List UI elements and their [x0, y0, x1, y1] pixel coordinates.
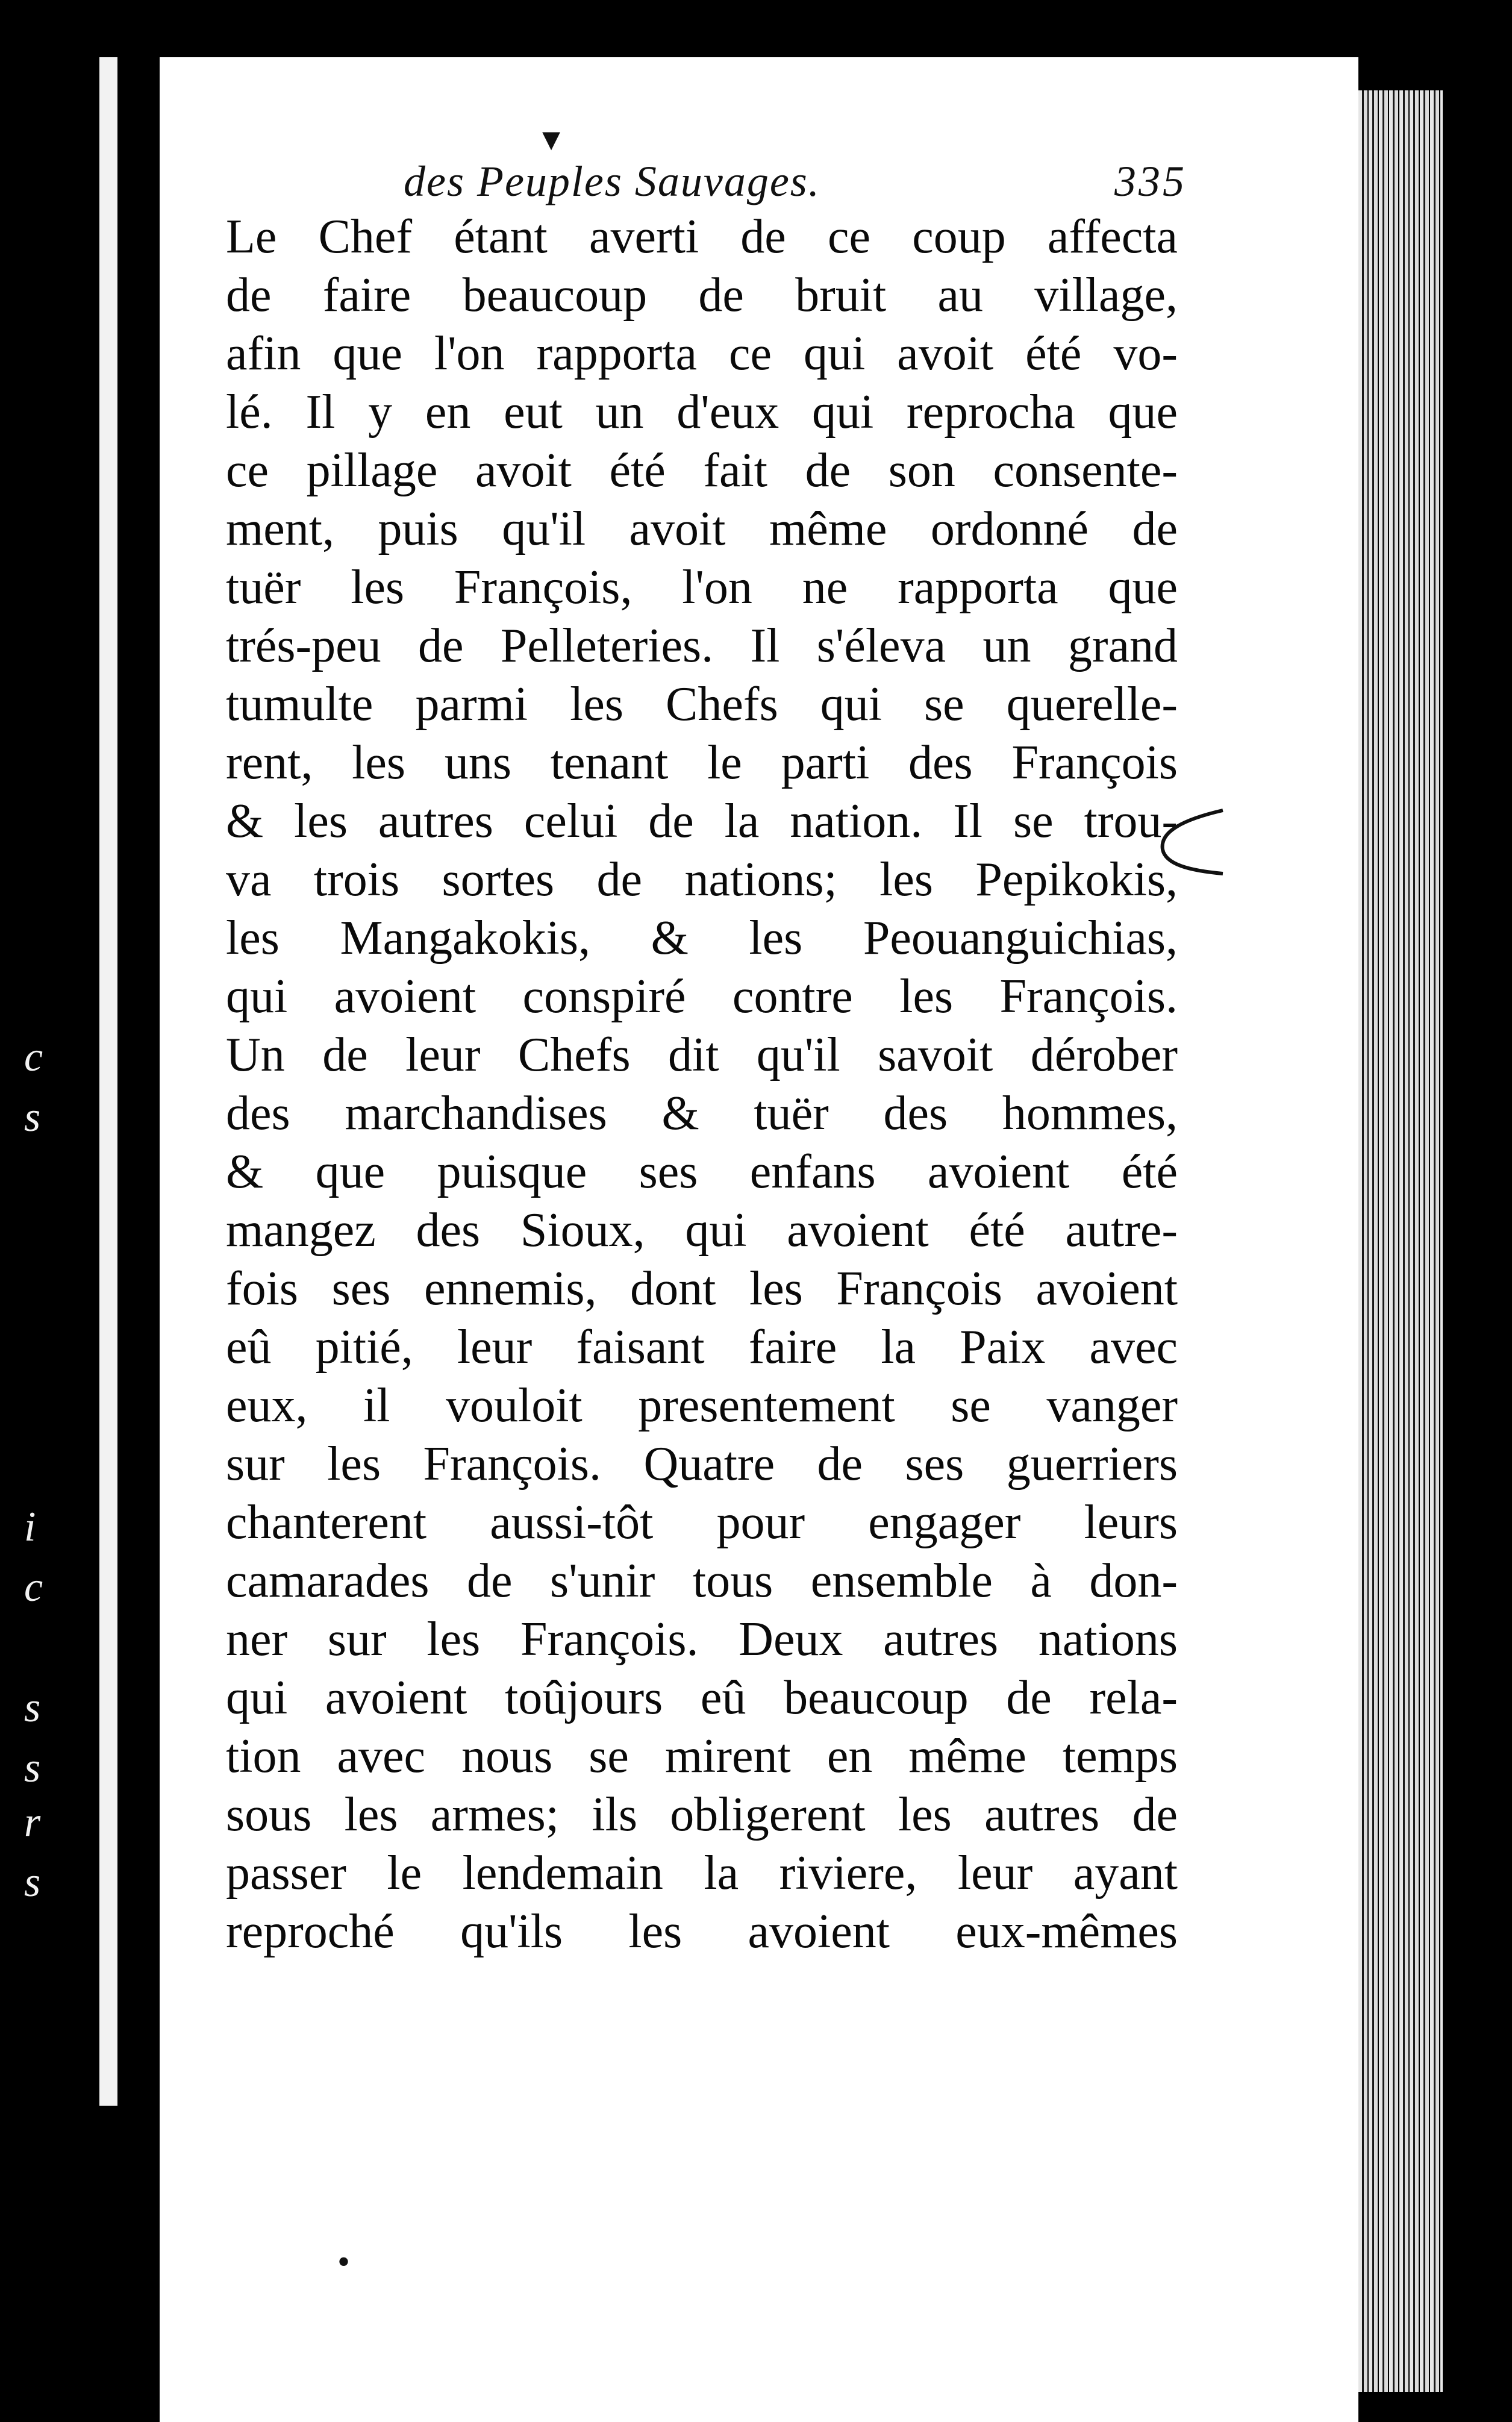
previous-page-fragment: c: [24, 1034, 43, 1080]
text-line: tuër les François, l'on ne rapporta que: [226, 561, 1178, 614]
text-line: des marchandises & tuër des hommes,: [226, 1087, 1178, 1140]
text-line: tion avec nous se mirent en même temps: [226, 1730, 1178, 1783]
text-line: & que puisque ses enfans avoient été: [226, 1145, 1178, 1198]
margin-bracket-mark: [1148, 807, 1226, 880]
text-line: & les autres celui de la nation. Il se trou-: [226, 795, 1178, 848]
ink-smudge: •: [337, 2242, 351, 2282]
previous-page-fragment: c: [24, 1564, 43, 1610]
binding-gutter: [1358, 90, 1443, 2392]
text-line: les Mangakokis, & les Peouanguichias,: [226, 912, 1178, 965]
text-line: camarades de s'unir tous ensemble à don-: [226, 1554, 1178, 1607]
text-line: chanterent aussi-tôt pour engager leurs: [226, 1496, 1178, 1549]
text-line: sur les François. Quatre de ses guerriers: [226, 1438, 1178, 1491]
text-line: sous les armes; ils obligerent les autres de: [226, 1788, 1178, 1841]
text-line: Un de leur Chefs dit qu'il savoit dérober: [226, 1028, 1178, 1081]
previous-page-fragment: i: [24, 1504, 36, 1550]
page-edge-strip: [99, 57, 117, 2106]
text-line: mangez des Sioux, qui avoient été autre-: [226, 1204, 1178, 1257]
text-line: ce pillage avoit été fait de son consente-: [226, 444, 1178, 497]
text-line: reproché qu'ils les avoient eux-mêmes: [226, 1905, 1178, 1958]
ink-smudge: ▾: [542, 119, 561, 158]
previous-page-fragment: s: [24, 1094, 41, 1141]
text-line: lé. Il y en eut un d'eux qui reprocha que: [226, 386, 1178, 439]
running-title: des Peuples Sauvages.: [404, 157, 820, 205]
previous-page-edge: [0, 0, 96, 2421]
text-line: afin que l'on rapporta ce qui avoit été vo-: [226, 327, 1178, 380]
text-line: passer le lendemain la riviere, leur ayant: [226, 1847, 1178, 1900]
text-line: de faire beaucoup de bruit au village,: [226, 269, 1178, 322]
text-line: qui avoient conspiré contre les François.: [226, 970, 1178, 1023]
text-line: tumulte parmi les Chefs qui se querelle-: [226, 678, 1178, 731]
text-line: ment, puis qu'il avoit même ordonné de: [226, 502, 1178, 555]
page-number: 335: [1114, 157, 1187, 205]
text-line: va trois sortes de nations; les Pepikokis,: [226, 853, 1178, 906]
previous-page-fragment: r: [24, 1799, 41, 1845]
binding-shadow: [1443, 0, 1512, 2421]
previous-page-fragment: s: [24, 1859, 41, 1906]
text-line: eû pitié, leur faisant faire la Paix avec: [226, 1321, 1178, 1374]
previous-page-fragment: s: [24, 1685, 41, 1731]
text-line: Le Chef étant averti de ce coup affecta: [226, 210, 1178, 263]
text-line: qui avoient toûjours eû beaucoup de rela-: [226, 1671, 1178, 1724]
text-line: trés-peu de Pelleteries. Il s'éleva un grand: [226, 619, 1178, 672]
previous-page-fragment: s: [24, 1745, 41, 1791]
text-line: eux, il vouloit presentement se vanger: [226, 1379, 1178, 1432]
body-text: [226, 208, 1178, 1961]
text-line: fois ses ennemis, dont les François avoient: [226, 1262, 1178, 1315]
text-line: rent, les uns tenant le parti des François: [226, 736, 1178, 789]
text-line: ner sur les François. Deux autres nations: [226, 1613, 1178, 1666]
